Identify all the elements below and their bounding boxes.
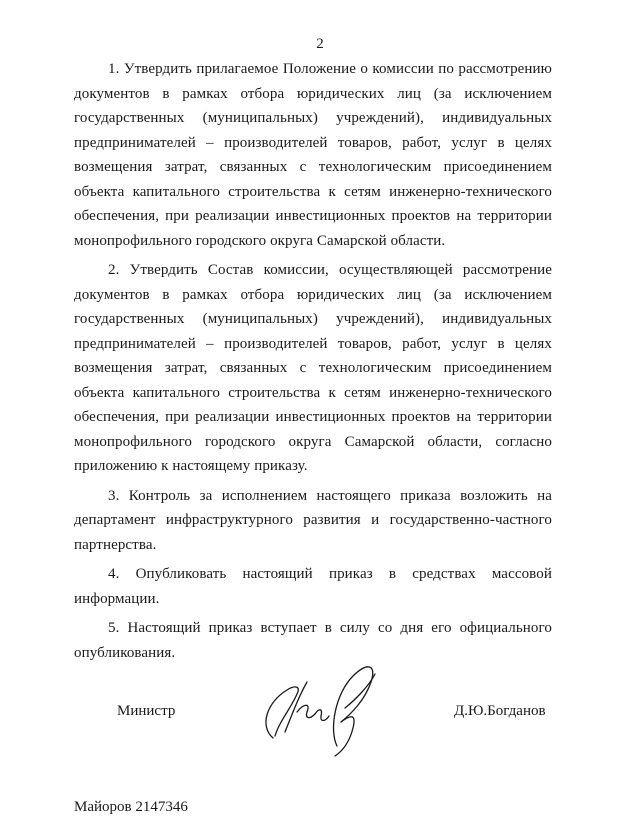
paragraph-5: 5. Настоящий приказ вступает в силу со дня его официального опубликования. [74,620,552,661]
paragraph-4: 4. Опубликовать настоящий приказ в средствах массовой информации. [74,566,552,607]
document-body [74,57,552,670]
handwritten-signature [245,650,405,760]
paragraph-3: 3. Контроль за исполнением настоящего приказа возложить на департамент инфраструктурного развития и государственно-частного партнерства. [74,487,552,553]
executor-note: Майоров 2147346 [74,799,188,815]
signer-role: Министр [117,703,176,719]
paragraph-2: 2. Утвердить Состав комиссии, осуществляющей рассмотрение документов в рамках отбора юридических лиц (за исключением государственных (муниципальных) учреждений), индивидуальных предпринимателей – производителей товаров, работ, услуг в целях возмещения затрат, связанных с технологическим присоединением объекта капитального строительства к сетям инженерно-технического обеспечения, при реализации инвестиционных проектов на территории монопрофильного городского округа Самарской области, согласно приложению к настоящему приказу. [74,262,552,474]
paragraph-1: 1. Утвердить прилагаемое Положение о комиссии по рассмотрению документов в рамках отбора юридических лиц (за исключением государственных (муниципальных) учреждений), индивидуальных предпринимателей – производителей товаров, работ, услуг в целях возмещения затрат, связанных с технологическим присоединением объекта капитального строительства к сетям инженерно-технического обеспечения, при реализации инвестиционных проектов на территории монопрофильного городского округа Самарской области. [74,61,552,249]
signer-name: Д.Ю.Богданов [454,703,546,719]
page-number: 2 [316,36,324,52]
signature-block [0,650,640,760]
